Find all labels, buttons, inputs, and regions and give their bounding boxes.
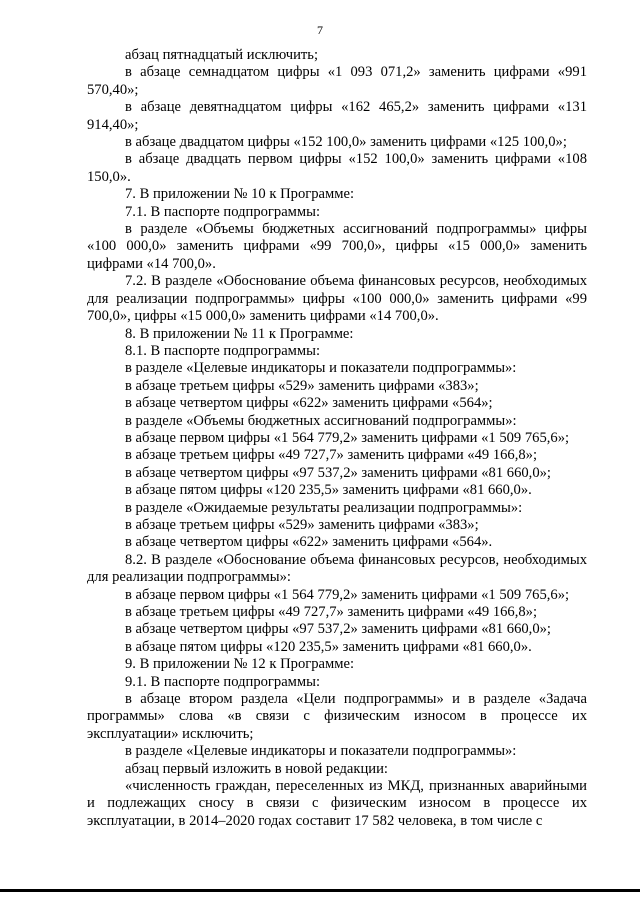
document-body bbox=[87, 47, 587, 830]
paragraph: в абзаце семнадцатом цифры «1 093 071,2» заменить цифрами «991 570,40»; bbox=[87, 64, 587, 98]
paragraph: в абзаце третьем цифры «49 727,7» заменить цифрами «49 166,8»; bbox=[125, 604, 538, 620]
paragraph: в абзаце третьем цифры «49 727,7» заменить цифрами «49 166,8»; bbox=[125, 447, 538, 464]
paragraph: 7.2. В разделе «Обоснование объема финансовых ресурсов, необходимых для реализации подпрограммы» цифры «100 000,0» заменить цифрами «99 700,0», цифры «15 000,0» заменить цифрами «14 700,0». bbox=[87, 273, 587, 325]
paragraph: в разделе «Целевые индикаторы и показатели подпрограммы»: bbox=[125, 743, 517, 760]
paragraph: в разделе «Объемы бюджетных ассигнований подпрограммы» цифры «100 000,0» заменить цифрами «99 700,0», цифры «15 000,0» заменить цифрами «14 700,0». bbox=[87, 221, 587, 272]
paragraph: абзац первый изложить в новой редакции: bbox=[125, 760, 388, 777]
paragraph: в абзаце девятнадцатом цифры «162 465,2» заменить цифрами «131 914,40»; bbox=[87, 99, 587, 133]
paragraph: в абзаце двадцатом цифры «152 100,0» заменить цифрами «125 100,0»; bbox=[125, 134, 567, 151]
paragraph: в абзаце четвертом цифры «97 537,2» заменить цифрами «81 660,0»; bbox=[125, 464, 551, 481]
paragraph: 7.1. В паспорте подпрограммы: bbox=[125, 203, 321, 220]
paragraph: в абзаце первом цифры «1 564 779,2» заменить цифрами «1 509 765,6»; bbox=[125, 429, 570, 446]
paragraph: в абзаце четвертом цифры «622» заменить цифрами «564»; bbox=[125, 395, 493, 412]
paragraph: 8.1. В паспорте подпрограммы: bbox=[125, 342, 321, 359]
paragraph: в абзаце первом цифры «1 564 779,2» заменить цифрами «1 509 765,6»; bbox=[125, 586, 570, 603]
paragraph: в абзаце четвертом цифры «622» заменить цифрами «564». bbox=[125, 534, 493, 551]
paragraph: в разделе «Ожидаемые результаты реализации подпрограммы»: bbox=[125, 499, 523, 516]
paragraph: в разделе «Объемы бюджетных ассигнований подпрограммы»: bbox=[125, 412, 517, 429]
paragraph: в абзаце двадцать первом цифры «152 100,0» заменить цифрами «108 150,0». bbox=[87, 151, 587, 185]
paragraph: в абзаце четвертом цифры «97 537,2» заменить цифрами «81 660,0»; bbox=[125, 621, 551, 638]
paragraph: 9. В приложении № 12 к Программе: bbox=[125, 656, 355, 673]
paragraph: в абзаце пятом цифры «120 235,5» заменить цифрами «81 660,0». bbox=[125, 638, 532, 655]
paragraph: 7. В приложении № 10 к Программе: bbox=[125, 186, 355, 203]
paragraph: в абзаце втором раздела «Цели подпрограммы» и в разделе «Задача программы» слова «в связи с физическим износом в процессе их эксплуатации» исключить; bbox=[87, 691, 587, 742]
paragraph: 8.2. В разделе «Обоснование объема финансовых ресурсов, необходимых для реализации подпрограммы»: bbox=[87, 551, 587, 586]
paragraph: 9.1. В паспорте подпрограммы: bbox=[125, 673, 321, 690]
bottom-rule bbox=[0, 889, 640, 892]
paragraph: в разделе «Целевые индикаторы и показатели подпрограммы»: bbox=[125, 360, 517, 377]
paragraph: в абзаце пятом цифры «120 235,5» заменить цифрами «81 660,0». bbox=[125, 482, 532, 499]
paragraph: в абзаце третьем цифры «529» заменить цифрами «383»; bbox=[125, 377, 479, 394]
paragraph: 8. В приложении № 11 к Программе: bbox=[125, 325, 354, 342]
paragraph: в абзаце третьем цифры «529» заменить цифрами «383»; bbox=[125, 516, 479, 533]
paragraph: «численность граждан, переселенных из МКД, признанных аварийными и подлежащих сносу в связи с физическим износом в процессе их эксплуатации, в 2014–2020 годах составит 17 582 человека, в том числе с bbox=[87, 778, 587, 829]
page-number: 7 bbox=[317, 23, 323, 37]
paragraph: абзац пятнадцатый исключить; bbox=[125, 47, 319, 63]
